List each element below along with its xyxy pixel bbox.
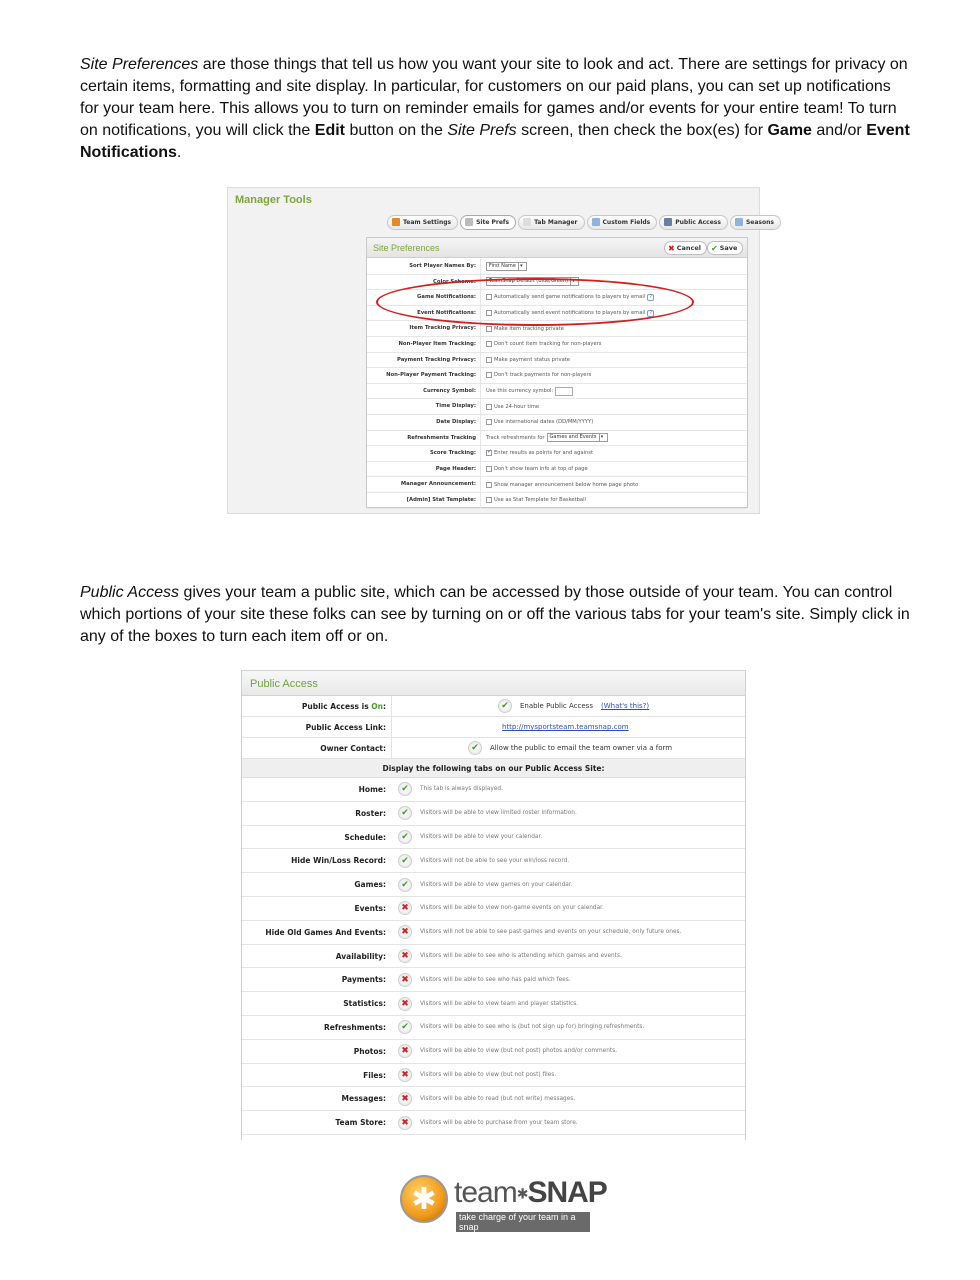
public-tab-value: [392, 802, 745, 825]
public-tab-row: [242, 992, 745, 1016]
public-tab-description: Visitors will be able to view your calendar.: [420, 833, 543, 840]
pref-row: [367, 337, 747, 353]
owner-value-cell: [392, 738, 745, 758]
cancel-label: Cancel: [676, 244, 701, 252]
pref-text: Don't show team info at top of page: [494, 466, 588, 473]
tab-label: Custom Fields: [602, 218, 651, 226]
pref-value: [481, 368, 747, 383]
checkbox[interactable]: [486, 497, 492, 503]
public-tab-value: [392, 826, 745, 849]
cross-icon[interactable]: ✖: [398, 1116, 412, 1130]
color-scheme-select[interactable]: [486, 277, 579, 286]
pref-label: Sort Player Names By:: [367, 259, 481, 274]
custom-fields-icon: [592, 218, 600, 226]
public-access-link-row: [242, 717, 745, 738]
tab-label: Site Prefs: [476, 218, 510, 226]
pref-label: Manager Announcement:: [367, 477, 481, 492]
public-tab-row: [242, 968, 745, 992]
pref-label: Date Display:: [367, 415, 481, 430]
checkbox[interactable]: [486, 482, 492, 488]
game-notifications-checkbox[interactable]: [486, 294, 492, 300]
public-tab-row: [242, 1087, 745, 1111]
pref-text: Use international dates (DD/MM/YYYY): [494, 419, 594, 426]
logo-wordmark: [454, 1176, 607, 1210]
public-tab-description: Visitors will not be able to see past games and events on your schedule, only future ones.: [420, 929, 682, 936]
public-access-text: gives your team a public site, which can be accessed by those outside of your team. You can control which portions of your site these folks can see by turning on or off the various tabs for your team's site. Simply click in any of the boxes to turn each item off or on.: [80, 584, 910, 645]
whats-this-link[interactable]: (What's this?): [600, 702, 650, 710]
pref-text: Automatically send game notifications to players by email: [494, 294, 646, 301]
status-value: On: [371, 702, 383, 711]
public-tab-description: Visitors will be able to purchase from your team store.: [420, 1119, 578, 1126]
public-tab-description: Visitors will be able to view (but not post) photos and/or comments.: [420, 1048, 618, 1055]
pref-label: Time Display:: [367, 399, 481, 414]
save-label: Save: [719, 244, 738, 252]
cross-icon[interactable]: ✖: [398, 973, 412, 987]
dropdown-arrow-icon: ▾: [570, 278, 576, 285]
checkbox[interactable]: [486, 341, 492, 347]
currency-input[interactable]: [555, 387, 573, 396]
status-label-text: Public Access is: [301, 702, 372, 711]
pref-row: [367, 321, 747, 337]
panel-header: [367, 238, 747, 258]
pref-text: Don't track payments for non-players: [494, 372, 592, 379]
public-tab-label: Events:: [354, 903, 386, 913]
pref-value: [481, 477, 747, 492]
pref-row: [367, 353, 747, 369]
public-tab-description: Visitors will be able to view limited roster information.: [420, 810, 577, 817]
public-tab-value: [392, 1040, 745, 1063]
pref-label: Item Tracking Privacy:: [367, 321, 481, 336]
event-notifications-checkbox[interactable]: [486, 310, 492, 316]
pref-value: [481, 275, 747, 290]
pref-label: Payment Tracking Privacy:: [367, 353, 481, 368]
public-tab-row: [242, 873, 745, 897]
intro-text-3: screen, then check the box(es) for: [516, 122, 768, 139]
dropdown-arrow-icon: ▾: [518, 263, 524, 270]
public-tab-description: Visitors will not be able to see your win/loss record.: [420, 857, 570, 864]
score-tracking-checkbox[interactable]: [486, 450, 492, 456]
pref-text: Automatically send event notifications to players by email: [494, 310, 646, 317]
cancel-icon: ✖: [668, 243, 675, 253]
link-value-cell: [392, 717, 745, 737]
edit-term: Edit: [314, 122, 345, 139]
public-tab-row: [242, 802, 745, 826]
public-tab-label: Team Store:: [335, 1118, 386, 1128]
public-tab-value: [392, 873, 745, 896]
team-settings-icon: [392, 218, 400, 226]
logo-word-snap: SNAP: [527, 1176, 607, 1209]
pref-row: [367, 259, 747, 275]
teamsnap-badge-icon: ✱: [400, 1175, 448, 1223]
public-tab-label: Hide Old Games And Events:: [265, 927, 386, 937]
pref-row: [367, 477, 747, 493]
pref-label: Currency Symbol:: [367, 384, 481, 399]
check-icon[interactable]: ✔: [398, 854, 412, 868]
public-tab-description: Visitors will be able to view non-game events on your calendar.: [420, 905, 604, 912]
check-icon[interactable]: ✔: [398, 782, 412, 796]
pref-text: Use as Stat Template for Basketball: [494, 497, 586, 504]
pref-text: Enter results as points for and against: [494, 450, 594, 457]
pref-label: Non-Player Item Tracking:: [367, 337, 481, 352]
public-tab-row: [242, 778, 745, 802]
public-tab-row: [242, 849, 745, 873]
public-access-link[interactable]: http://mysportsteam.teamsnap.com: [502, 723, 629, 731]
event-notifications-term: Event Notifications: [80, 122, 910, 161]
select-value: First Name: [489, 262, 516, 269]
help-icon[interactable]: ?: [647, 294, 654, 301]
public-tab-description: Visitors will be able to see who is (but not sign up for) bringing refreshments.: [420, 1024, 645, 1031]
pref-value: [481, 306, 747, 321]
pref-row: [367, 368, 747, 384]
public-access-status-row: [242, 696, 745, 717]
public-tab-label: Messages:: [341, 1094, 386, 1104]
pref-text: Use 24-hour time: [494, 403, 540, 410]
cross-icon[interactable]: ✖: [398, 925, 412, 939]
public-tab-row: [242, 921, 745, 945]
site-preferences-paragraph: [80, 54, 910, 164]
status-label: Public Access is On:: [242, 696, 392, 716]
pref-text: Don't count item tracking for non-players: [494, 341, 602, 348]
tab-label: Public Access: [675, 218, 721, 226]
check-icon[interactable]: ✔: [398, 1020, 412, 1034]
preferences-rows: [367, 259, 747, 509]
select-value: TeamSnap Default (Blue/Green): [489, 278, 569, 285]
logo-separator-icon: ✱: [516, 1185, 528, 1202]
tab-tab-manager[interactable]: [518, 215, 584, 230]
pref-label: [Admin] Stat Template:: [367, 493, 481, 508]
public-tab-label: Payments:: [341, 975, 386, 985]
manager-tools-title: Manager Tools: [235, 194, 312, 206]
tab-label: Team Settings: [403, 218, 452, 226]
public-tab-row: [242, 1040, 745, 1064]
pref-row: [367, 431, 747, 447]
pref-label: Color Scheme:: [367, 275, 481, 290]
public-tab-description: Visitors will be able to see who has paid which fees.: [420, 976, 571, 983]
tab-label: Tab Manager: [534, 218, 578, 226]
pref-value: [481, 321, 747, 336]
intro-text-5: .: [176, 144, 182, 161]
public-tab-description: Visitors will be able to read (but not write) messages.: [420, 1095, 576, 1102]
public-tab-label: Schedule:: [344, 832, 386, 842]
cross-icon[interactable]: ✖: [398, 1068, 412, 1082]
public-tab-label: Photos:: [353, 1046, 386, 1056]
pref-text: Make item tracking private: [494, 325, 564, 332]
help-icon[interactable]: ?: [647, 310, 654, 317]
checkbox[interactable]: [486, 372, 492, 378]
term-site-preferences: Site Preferences: [80, 56, 199, 73]
pref-value: [481, 446, 747, 461]
public-tab-value: [392, 897, 745, 920]
pref-value: [481, 259, 747, 274]
checkbox[interactable]: [486, 404, 492, 410]
intro-text-1: are those things that tell us how you want your site to look and act. There are settings for privacy on certain items, formatting and site display. In particular, for customers on our paid plans, you can set up notifications for your team here. This allows you to turn on reminder emails for games and/or events for your entire team! To turn on notifications, you will click the: [80, 56, 908, 139]
public-tab-value: [392, 921, 745, 944]
tab-site-prefs[interactable]: [460, 215, 516, 230]
public-tabs-list: [242, 778, 745, 1135]
public-access-title: Public Access: [250, 678, 318, 690]
public-tab-label: Refreshments:: [323, 1022, 386, 1032]
public-tab-row: [242, 1111, 745, 1135]
pref-value: [481, 493, 747, 508]
public-tab-row: [242, 897, 745, 921]
owner-label: Owner Contact:: [242, 738, 392, 758]
checkbox[interactable]: [486, 466, 492, 472]
public-access-icon: [664, 218, 672, 226]
checkbox[interactable]: [486, 326, 492, 332]
check-icon[interactable]: ✔: [398, 806, 412, 820]
pref-label: Non-Player Payment Tracking:: [367, 368, 481, 383]
public-tab-label: Roster:: [355, 808, 386, 818]
pref-row: [367, 399, 747, 415]
pref-row: [367, 306, 747, 322]
public-access-paragraph: [80, 582, 910, 648]
public-tab-label: Hide Win/Loss Record:: [291, 856, 386, 866]
public-tab-value: [392, 1111, 745, 1134]
check-icon[interactable]: ✔: [398, 830, 412, 844]
term-public-access: Public Access: [80, 584, 179, 601]
public-tab-description: Visitors will be able to view (but not post) files.: [420, 1071, 557, 1078]
teamsnap-logo: [400, 1172, 607, 1232]
public-tab-row: [242, 1064, 745, 1088]
status-value-cell: [392, 696, 745, 716]
tab-manager-icon: [523, 218, 531, 226]
sort-select[interactable]: [486, 262, 527, 271]
pref-label: Game Notifications:: [367, 290, 481, 305]
intro-text-4: and/or: [811, 122, 867, 139]
pref-label: Event Notifications:: [367, 306, 481, 321]
public-tab-value: [392, 968, 745, 991]
public-tab-description: Visitors will be able to see who is attending which games and events.: [420, 952, 622, 959]
public-tab-value: [392, 1064, 745, 1087]
public-access-header: [242, 670, 745, 696]
public-tab-row: [242, 945, 745, 969]
public-tab-value: [392, 992, 745, 1015]
site-prefs-icon: [465, 218, 473, 226]
cross-icon[interactable]: ✖: [398, 1044, 412, 1058]
pref-row: [367, 275, 747, 291]
public-tab-label: Files:: [363, 1070, 386, 1080]
public-tab-row: [242, 1016, 745, 1040]
cross-icon[interactable]: ✖: [398, 1092, 412, 1106]
public-access-screenshot: [241, 670, 746, 1140]
tab-seasons[interactable]: [730, 215, 781, 230]
public-tab-description: Visitors will be able to view games on your calendar.: [420, 881, 573, 888]
link-label: Public Access Link:: [242, 717, 392, 737]
public-tab-description: Visitors will be able to view team and player statistics.: [420, 1000, 579, 1007]
intro-text-2: button on the: [345, 122, 448, 139]
save-icon: ✔: [711, 243, 718, 253]
pref-text: Track refreshments for: [486, 434, 545, 441]
site-prefs-term: Site Prefs: [447, 122, 517, 139]
select-value: Games and Events: [549, 434, 597, 441]
owner-text: Allow the public to email the team owner via a form: [490, 744, 673, 752]
pref-label: Page Header:: [367, 462, 481, 477]
owner-contact-row: [242, 738, 745, 759]
pref-row: [367, 415, 747, 431]
refreshments-select[interactable]: [547, 433, 608, 442]
public-tab-label: Games:: [354, 880, 386, 890]
site-preferences-screenshot: [227, 187, 774, 514]
pref-row: [367, 462, 747, 478]
pref-label: Score Tracking:: [367, 446, 481, 461]
enable-check-icon[interactable]: ✔: [498, 699, 512, 713]
logo-tagline: take charge of your team in a snap: [456, 1212, 590, 1232]
tab-team-settings[interactable]: [387, 215, 458, 230]
tab-label: Seasons: [745, 218, 774, 226]
public-tab-label: Statistics:: [343, 999, 386, 1009]
cross-icon[interactable]: ✖: [398, 901, 412, 915]
logo-word-team: team: [454, 1176, 517, 1209]
public-tab-value: [392, 849, 745, 872]
pref-text: Make payment status private: [494, 356, 571, 363]
checkbox[interactable]: [486, 357, 492, 363]
public-tab-label: Availability:: [335, 951, 386, 961]
pref-value: [481, 353, 747, 368]
tabs-subheader: Display the following tabs on our Public Access Site:: [242, 759, 745, 778]
pref-row: [367, 446, 747, 462]
panel-title: Site Preferences: [373, 243, 440, 253]
pref-row: [367, 290, 747, 306]
pref-text: Use this currency symbol:: [486, 388, 554, 395]
manager-tabs: [387, 214, 781, 230]
public-tab-value: [392, 1016, 745, 1039]
public-tab-value: [392, 778, 745, 801]
seasons-icon: [735, 218, 743, 226]
pref-text: Show manager announcement below home page photo: [494, 481, 639, 488]
pref-label: Refreshments Tracking: [367, 431, 481, 446]
pref-value: [481, 431, 747, 446]
tab-public-access[interactable]: [659, 215, 728, 230]
public-tab-description: This tab is always displayed.: [420, 786, 503, 793]
pref-value: [481, 290, 747, 305]
check-icon[interactable]: ✔: [398, 878, 412, 892]
pref-value: [481, 384, 747, 399]
pref-value: [481, 337, 747, 352]
public-tab-label: Home:: [358, 785, 386, 794]
pref-row: [367, 493, 747, 509]
cross-icon[interactable]: ✖: [398, 997, 412, 1011]
pref-value: [481, 399, 747, 414]
site-preferences-panel: [366, 237, 748, 508]
cancel-button[interactable]: [664, 241, 707, 255]
pref-value: [481, 462, 747, 477]
game-term: Game: [767, 122, 812, 139]
enable-text: Enable Public Access: [520, 702, 593, 710]
dropdown-arrow-icon: ▾: [599, 434, 605, 441]
cross-icon[interactable]: ✖: [398, 949, 412, 963]
owner-check-icon[interactable]: ✔: [468, 741, 482, 755]
public-tab-value: [392, 945, 745, 968]
checkbox[interactable]: [486, 419, 492, 425]
public-tab-value: [392, 1087, 745, 1110]
pref-value: [481, 415, 747, 430]
save-button[interactable]: [707, 241, 743, 255]
tab-custom-fields[interactable]: [587, 215, 658, 230]
public-tab-row: [242, 826, 745, 850]
pref-row: [367, 384, 747, 400]
